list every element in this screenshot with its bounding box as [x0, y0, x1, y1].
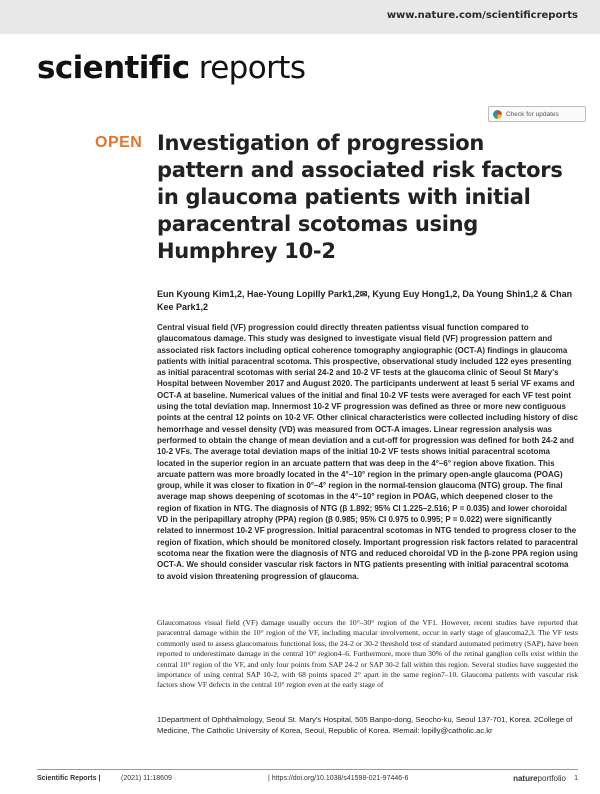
logo-light-text: reports [189, 50, 306, 86]
page-number: 1 [574, 775, 578, 782]
footer-divider [37, 769, 578, 770]
journal-logo [37, 50, 305, 86]
journal-url-link[interactable]: www.nature.com/scientificreports [386, 10, 578, 21]
publisher-bold: nature [513, 774, 538, 783]
logo-bold-text: scientific [37, 50, 190, 86]
affiliation-text: 1Department of Ophthalmology, Seoul St. Mary's Hospital, 505 Banpo-dong, Seocho-ku, Seoul 137-701, Korea. 2College of Medicine, The Catholic University of Korea, Seoul, Republic of Korea. ✉email: lopilly@catholic.ac.kr [157, 715, 573, 735]
crossmark-icon [493, 110, 502, 119]
check-for-updates-button[interactable] [488, 106, 586, 122]
footer-doi-link[interactable]: | https://doi.org/10.1038/s41598-021-97446-6 [268, 775, 409, 782]
check-for-updates-label: Check for updates [506, 110, 559, 118]
publisher-light: portfolio [537, 774, 566, 783]
top-header-bar [0, 0, 600, 34]
body-text: Glaucomatous visual field (VF) damage usually occurs the 10°–30° region of the VF1. However, recent studies have reported that paracentral damage within the 10° region of the VF, including macular involvement, occur in early stage of glaucoma2,3. The VF tests commonly used to assess glaucomatous functional loss, the 24-2 or 30-2 threshold test of standard automated perimetry (SAP), have been reported to underestimate damage in the central 10° region4–6. Furthermore, more than 30% of the retinal ganglion cells exist within the central 10° region of the VF, and only four points from SAP 24-2 or SAP 30-2 fall within this region. Several studies have suggested the importance of using central SAP 10-2, with 68 points spaced 2° apart in the same region7–10. Glaucoma patients with vascular risk factors show VF defects in the central 10° region even at the early stage of [157, 618, 578, 690]
footer-volume: (2021) 11:18609 [121, 775, 172, 782]
article-title: Investigation of progression pattern and associated risk factors in glaucoma patients with initial paracentral scotomas using Humphrey 10-2 [157, 131, 563, 263]
open-access-label: OPEN [95, 134, 143, 151]
nature-portfolio-logo [513, 774, 566, 783]
abstract-text: Central visual field (VF) progression could directly threaten patientss visual function compared to glaucomatous damage. This study was designed to investigate visual field (VF) progression pattern and associated risk factors including optical coherence tomography angiographic (OCT-A) findings in glaucoma patients with initial paracentral scotoma. This prospective, observational study included 122 eyes presenting as initial paracentral scotomas with serial 24-2 and 10-2 VF tests at the glaucoma clinic of Seoul St Mary's Hospital between November 2017 and August 2020. The participants underwent at least 5 serial VF exams and OCT-A at baseline. Numerical values of the initial and final 10-2 VF tests were averaged for each VF test point using the total deviation map. Innermost 10-2 VF progression was defined as three or more new contiguous points at the central 12 points on 10-2 VF. Other clinical characteristics were collected including history of disc hemorrhage and vessel density (VD) was measured from OCT-A images. Linear regression analysis was performed to obtain the change of mean deviation and a cut-off for progression was defined for both 24-2 and 10-2 VFs. The average total deviation maps of the initial 10-2 VF tests shows initial paracentral scotoma located in the superior region in an arcuate pattern that was deep in the 4°–6° region above fixation. This arcuate pattern was more broadly located in the 4°–10° region in the primary open-angle glaucoma (POAG) group, while it was closer to fixation in 0°–4° region in the normal-tension glaucoma (NTG) group. The final average map shows deepening of scotomas in the 4°–10° region in POAG, which deepened closer to the region of fixation in NTG. The diagnosis of NTG (β 1.892; 95% CI 1.225–2.516; P = 0.035) and lower choroidal VD in the peripapillary atrophy (PPA) region (β 0.985; 95% CI 0.975 to 0.995; P = 0.022) were significantly related to innermost 10-2 VF progression. Initial paracentral scotomas in NTG tended to progress closer to the region of fixation, which should be monitored closely. Important progression risk factors related to paracentral scotoma near the fixation were the diagnosis of NTG and reduced choroidal VD in the β-zone PPA region using OCT-A. We should consider vascular risk factors in NTG patients presenting with initial paracentral scotoma to avoid vision threatening progression of glaucoma. [157, 323, 579, 581]
footer-journal: Scientific Reports | [37, 775, 101, 782]
author-list: Eun Kyoung Kim1,2, Hae-Young Lopilly Park1,2✉, Kyung Euy Hong1,2, Da Young Shin1,2 & Chan Kee Park1,2 [157, 289, 573, 312]
page-footer [37, 775, 578, 787]
